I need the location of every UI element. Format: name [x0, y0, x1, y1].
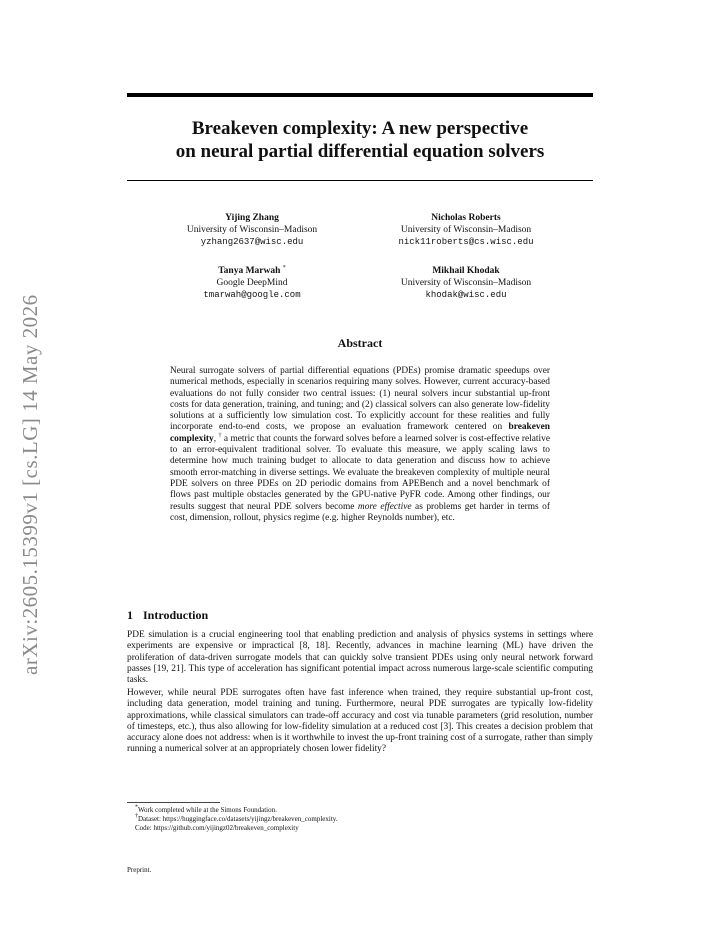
footnotes — [135, 806, 595, 833]
section-title: Introduction — [143, 608, 209, 622]
author-email[interactable]: yzhang2637@wisc.edu — [200, 237, 304, 247]
author-block-4 — [356, 265, 576, 301]
footnote-rule — [127, 802, 220, 803]
author-name: Mikhail Khodak — [432, 266, 500, 276]
author-name: Tanya Marwah — [218, 266, 281, 276]
section-number: 1 — [127, 608, 133, 622]
preprint-label: Preprint. — [127, 866, 152, 874]
author-name: Nicholas Roberts — [431, 213, 501, 223]
footnote-3 — [135, 824, 595, 833]
title-bottom-rule — [127, 180, 593, 181]
code-link[interactable]: Code: https://github.com/yijingz02/breakeven_complexity — [135, 824, 299, 832]
author-email[interactable]: nick11roberts@cs.wisc.edu — [398, 237, 534, 247]
intro-paragraph-2: However, while neural PDE surrogates often have fast inference when trained, they require substantial up-front cost, including data generation, model training and tuning. Furthermore, neural PDE surrogates are typically low-fidelity approximations, while classical simulators can trade-off accuracy and cost via tunable parameters (grid resolution, number of timesteps, etc.), thus also allowing for low-fidelity simulation at a reduced cost [3]. This creates a decision problem that accuracy alone does not address: when is it worthwhile to invest the up-front training cost of a surrogate, rather than simply running a numerical solver at an appropriately chosen lower fidelity? — [127, 688, 593, 755]
paper-title — [127, 117, 593, 163]
abstract-body: Neural surrogate solvers of partial differential equations (PDEs) promise dramatic speedups over numerical methods, especially in scenarios requiring many solves. However, current accuracy-based evaluations do not fully consider two central issues: (1) neural solvers incur substantial up-front costs for data generation, training, and tuning; and (2) classical solvers can also generate low-fidelity solutions at a sufficiently low simulation cost. To explicitly account for these realities and fully incorporate end-to-end costs, we propose an evaluation framework centered on breakeven complexity, † a metric that counts the forward solves before a learned solver is cost-effective relative to an error-equivalent traditional solver. To evaluate this measure, we apply scaling laws to determine how much training budget to allocate to data generation and discuss how to achieve smooth error-matching in diverse settings. We evaluate the breakeven complexity of multiple neural PDE solvers on three PDEs on 2D periodic domains from APEBench and a novel benchmark of flows past multiple obstacles generated by the GPU-native PyFR code. Among other findings, our results suggest that neural PDE solvers become more effective as problems get harder in terms of cost, dimension, rollout, physics regime (e.g. higher Reynolds number), etc. — [170, 366, 550, 523]
author-block-3 — [142, 265, 362, 301]
footnote-mark: * — [135, 804, 138, 811]
author-email[interactable]: tmarwah@google.com — [203, 290, 301, 300]
abstract-text: Neural surrogate solvers of partial differential equations (PDEs) promise dramatic speedups over numerical methods, especially in scenarios requiring many solves. However, current accuracy-based evaluations do not fully consider two central issues: (1) neural solvers incur substantial up-front costs for data generation, training, and tuning; and (2) classical solvers can also generate low-fidelity solutions at a sufficiently low simulation cost. To explicitly account for these realities and fully incorporate end-to-end costs, we propose an evaluation framework centered on — [170, 366, 550, 433]
author-block-1 — [142, 212, 362, 248]
abstract-footnote-mark: † — [218, 432, 222, 439]
arxiv-identifier: arXiv:2605.15399v1 [cs.LG] 14 May 2026 — [18, 294, 42, 675]
author-affiliation: University of Wisconsin–Madison — [400, 278, 532, 288]
title-line-1: Breakeven complexity: A new perspective — [191, 118, 529, 139]
abstract-heading: Abstract — [337, 336, 383, 350]
section-heading — [127, 608, 208, 623]
author-affiliation: Google DeepMind — [216, 278, 288, 288]
footnote-2 — [135, 815, 595, 824]
intro-paragraph-1: PDE simulation is a crucial engineering tool that enabling prediction and analysis of physics systems in settings where experiments are expensive or impractical [8, 18]. Recently, advances in machine learning (ML) have driven the proliferation of data-driven surrogate models that can quickly solve transient PDEs using only neural network forward passes [19, 21]. This type of acceleration has significant potential impact across numerous large-scale scientific computing tasks. — [127, 630, 593, 686]
author-affiliation: University of Wisconsin–Madison — [400, 225, 532, 235]
author-email[interactable]: khodak@wisc.edu — [425, 290, 507, 300]
abstract-text: a metric that counts the forward solves before a learned solver is cost-effective relative to an error-equivalent traditional solver. To evaluate this measure, we apply scaling laws to determine how much training budget to allocate to data generation and discuss how to achieve smooth error-matching in diverse settings. We evaluate the breakeven complexity of multiple neural PDE solvers on three PDEs on 2D periodic domains from APEBench and a novel benchmark of flows past multiple obstacles generated by the GPU-native PyFR code. Among other findings, our results suggest that neural PDE solvers become — [170, 433, 550, 512]
author-block-2 — [356, 212, 576, 248]
footnote-1 — [135, 806, 595, 815]
author-footnote-mark: * — [282, 264, 286, 271]
footnote-mark: † — [135, 813, 138, 820]
abstract-text: as problems get harder in terms of cost, dimension, rollout, physics regime (e.g. higher Reynolds number), etc. — [170, 501, 550, 523]
abstract-key-term: breakeven complexity — [170, 422, 550, 444]
author-name: Yijing Zhang — [225, 213, 279, 223]
abstract-emphasis: more effective — [357, 501, 412, 512]
title-line-2: on neural partial differential equation solvers — [175, 141, 545, 162]
dataset-link[interactable]: Dataset: https://huggingface.co/datasets/yijingz/breakeven_complexity. — [138, 815, 338, 823]
author-affiliation: University of Wisconsin–Madison — [186, 225, 318, 235]
footnote-text: Work completed while at the Simons Foundation. — [138, 806, 277, 814]
title-top-rule — [127, 93, 593, 97]
